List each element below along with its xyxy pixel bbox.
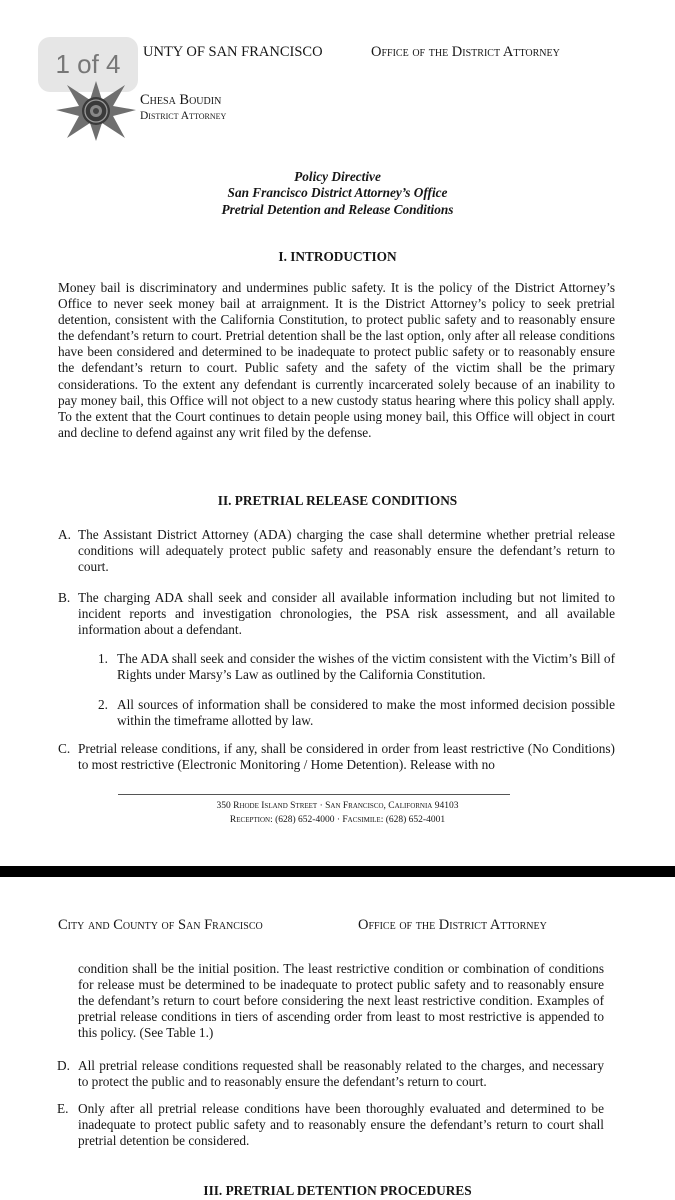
list-label: 2. xyxy=(98,697,108,712)
list-text: The ADA shall seek and consider the wishes of the victim consistent with the Victim’s Bill of Rights under Marsy’s Law as outlined by the California Constitution. xyxy=(117,651,615,682)
star-seal-icon xyxy=(55,80,137,142)
list-text: The Assistant District Attorney (ADA) charging the case shall determine whether pretrial release conditions will adequately protect public safety and reasonably ensure the defendant’s return to court. xyxy=(78,527,615,574)
list-item-d xyxy=(57,1058,604,1090)
list-label: B. xyxy=(58,590,71,605)
list-label: E. xyxy=(57,1101,69,1116)
directive-title-line-2: San Francisco District Attorney’s Office xyxy=(227,185,448,200)
header-right: Office of the District Attorney xyxy=(358,917,547,933)
footer-divider xyxy=(118,794,510,795)
introduction-paragraph: Money bail is discriminatory and undermines public safety. It is the policy of the District Attorney’s Office to never seek money bail at arraignment. It is the District Attorney’s policy to seek pretrial detention, consistent with the California Constitution, to protect public safety and to reasonably ensure the defendant’s return to court. Pretrial detention shall be the last option, only after all release conditions have been considered and determined to be inadequate to protect public safety or to reasonably ensure the defendant’s return to court. Public safety and the safety of the victim shall be the primary considerations. To the extent any defendant is currently incarcerated solely because of an inability to pay money bail, this Office will not object to a new custody status hearing where this policy shall apply. To the extent that the Court continues to detain people using money bail, this Office will object in court and decline to defend against any writ filed by the defense. xyxy=(58,280,615,440)
list-text: All pretrial release conditions requested shall be reasonably related to the charges, and necessary to protect the public and to reasonably ensure the defendant’s return to court. xyxy=(78,1058,604,1089)
list-item-c xyxy=(58,741,615,773)
header-left: UNTY OF SAN FRANCISCO xyxy=(143,44,323,60)
da-title: District Attorney xyxy=(140,110,227,122)
document-page-2 xyxy=(0,877,675,1200)
list-text: All sources of information shall be considered to make the most informed decision possible within the timeframe allotted by law. xyxy=(117,697,615,728)
list-item-a xyxy=(58,527,615,575)
footer-phone: Reception: (628) 652-4000 · Facsimile: (628) 652-4001 xyxy=(229,815,446,825)
header-right: Office of the District Attorney xyxy=(371,44,560,60)
da-name: Chesa Boudin xyxy=(140,92,222,108)
page-indicator: 1 of 4 xyxy=(38,37,138,92)
list-text: Pretrial release conditions, if any, shall be considered in order from least restrictive (No Conditions) to most restrictive (Electronic Monitoring / Home Detention). Release with no xyxy=(78,741,615,772)
list-label: A. xyxy=(58,527,71,542)
list-item-b1 xyxy=(98,651,615,683)
list-label: D. xyxy=(57,1058,70,1073)
list-item-e xyxy=(57,1101,604,1149)
directive-title-line-1: Policy Directive xyxy=(294,169,381,184)
section-heading-detention-procedures: III. PRETRIAL DETENTION PROCEDURES xyxy=(203,1183,472,1198)
list-label: C. xyxy=(58,741,71,756)
directive-title-line-3: Pretrial Detention and Release Conditions xyxy=(221,202,454,217)
list-label: 1. xyxy=(98,651,108,666)
list-item-b xyxy=(58,590,615,638)
section-heading-release-conditions: II. PRETRIAL RELEASE CONDITIONS xyxy=(217,493,458,508)
section-heading-introduction: I. INTRODUCTION xyxy=(278,249,397,264)
continuation-paragraph: condition shall be the initial position. The least restrictive condition or combination of conditions for release must be determined to be inadequate to protect public safety and to reasonably ensure the defendant’s return to court before considering the next least restrictive condition. Examples of pretrial release conditions in tiers of ascending order from least to most restrictive is appended to this policy. (See Table 1.) xyxy=(78,961,604,1040)
list-text: Only after all pretrial release conditions have been thoroughly evaluated and determined to be inadequate to protect public safety and to reasonably ensure the defendant’s return to court shall pretrial detention be considered. xyxy=(78,1101,604,1148)
footer-address: 350 Rhode Island Street · San Francisco, California 94103 xyxy=(216,801,459,811)
list-text: The charging ADA shall seek and consider all available information including but not limited to incident reports and investigation chronologies, the PSA risk assessment, and all available information about a defendant. xyxy=(78,590,615,637)
list-item-b2 xyxy=(98,697,615,729)
header-left: City and County of San Francisco xyxy=(58,917,263,933)
